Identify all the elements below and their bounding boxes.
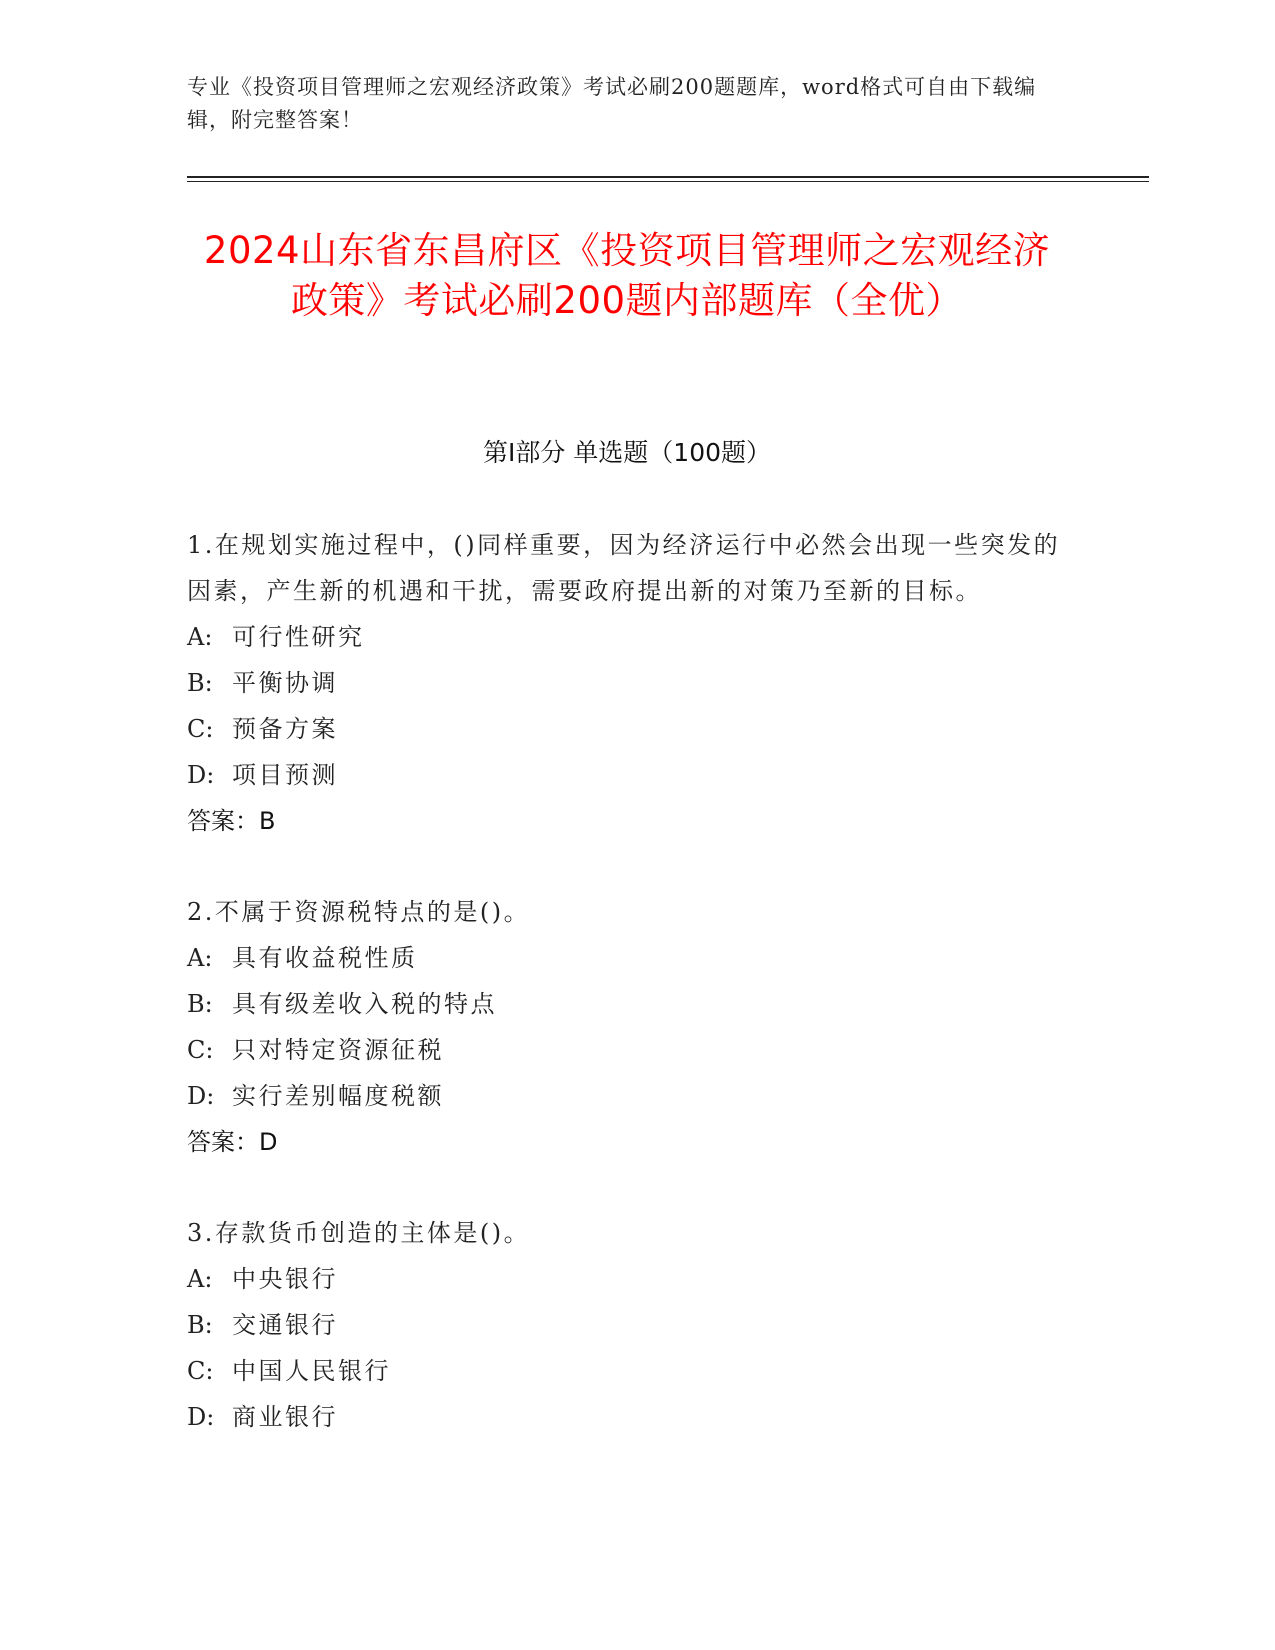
option-key: A: [187, 944, 213, 972]
option-text: 具有收益税性质 [232, 944, 418, 972]
option-key: C: [187, 1357, 214, 1385]
question-stem: 1.在规划实施过程中，()同样重要，因为经济运行中必然会出现一些突发的因素，产生新的机遇和干扰，需要政府提出新的对策乃至新的目标。 [187, 531, 1061, 605]
option-text: 可行性研究 [232, 623, 365, 651]
answer-line: 答案：D [187, 1128, 278, 1156]
section-title: 第Ⅰ部分 单选题（100题） [482, 438, 772, 467]
option-d [187, 1394, 1067, 1440]
question-3 [187, 1210, 1067, 1440]
question-2 [187, 889, 1067, 1165]
option-text: 交通银行 [232, 1311, 338, 1339]
question-list [187, 522, 1067, 1485]
option-key: D: [187, 761, 215, 789]
option-text: 平衡协调 [232, 669, 338, 697]
question-stem: 2.不属于资源税特点的是()。 [187, 898, 531, 926]
option-text: 项目预测 [232, 761, 338, 789]
header-rule-thin [187, 181, 1149, 182]
option-b [187, 981, 1067, 1027]
option-text: 具有级差收入税的特点 [232, 990, 497, 1018]
document-title: 2024山东省东昌府区《投资项目管理师之宏观经济政策》考试必刷200题内部题库（全优） [203, 229, 1051, 322]
option-key: C: [187, 715, 214, 743]
option-key: B: [187, 990, 213, 1018]
option-text: 预备方案 [232, 715, 338, 743]
option-text: 中央银行 [232, 1265, 338, 1293]
option-a [187, 1256, 1067, 1302]
option-text: 中国人民银行 [232, 1357, 391, 1385]
option-text: 实行差别幅度税额 [232, 1082, 444, 1110]
option-key: A: [187, 623, 213, 651]
option-key: C: [187, 1036, 214, 1064]
option-b [187, 1302, 1067, 1348]
option-key: D: [187, 1082, 215, 1110]
option-text: 商业银行 [232, 1403, 338, 1431]
option-d [187, 1073, 1067, 1119]
option-key: B: [187, 1311, 213, 1339]
header-rule-thick [187, 176, 1149, 178]
question-stem: 3.存款货币创造的主体是()。 [187, 1219, 531, 1247]
option-key: D: [187, 1403, 215, 1431]
question-1 [187, 522, 1067, 844]
option-a [187, 614, 1067, 660]
option-b [187, 660, 1067, 706]
option-a [187, 935, 1067, 981]
option-key: A: [187, 1265, 213, 1293]
option-c [187, 706, 1067, 752]
option-key: B: [187, 669, 213, 697]
answer-line: 答案：B [187, 807, 276, 835]
header-note: 专业《投资项目管理师之宏观经济政策》考试必刷200题题库，word格式可自由下载编辑，附完整答案！ [187, 75, 1037, 132]
option-c [187, 1027, 1067, 1073]
option-text: 只对特定资源征税 [232, 1036, 444, 1064]
option-d [187, 752, 1067, 798]
option-c [187, 1348, 1067, 1394]
